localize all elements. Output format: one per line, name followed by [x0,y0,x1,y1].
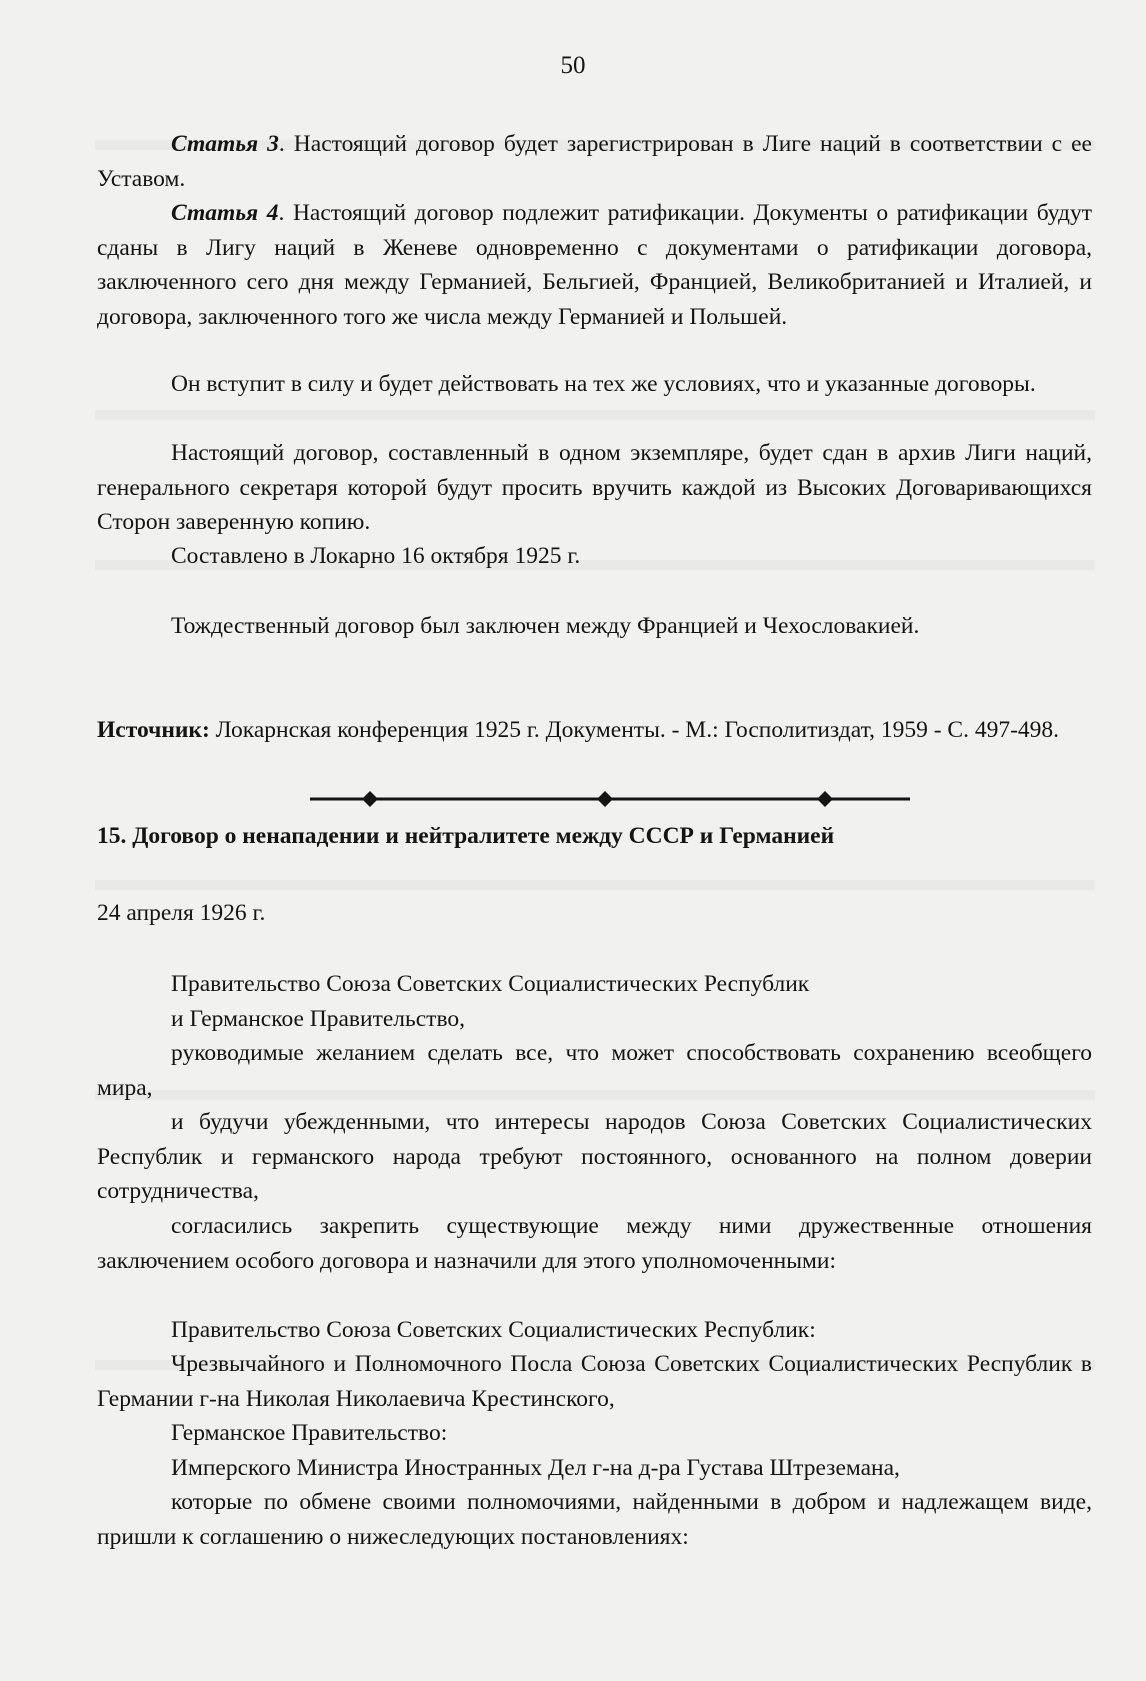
treaty-exchange [97,1485,1092,1554]
section-heading: 15. Договор о ненападении и нейтралитете между СССР и Германией [97,823,835,849]
paragraph-identical-treaty-text: Тождественный договор был заключен между Францией и Чехословакией. [171,613,920,639]
treaty-german-minister-text: Имперского Министра Иностранных Дел г-на д-ра Густава Штреземана, [171,1455,900,1481]
treaty-ussr-envoy-text: Чрезвычайного и Полномочного Посла Союза Советских Социалистических Республик в Германии г-на Николая Николаевича Крестинского, [97,1351,1092,1412]
source-citation [97,713,1092,748]
article-3 [97,127,1092,196]
article-4-text: . Настоящий договор подлежит ратификации. Документы о ратификации будут сданы в Лигу наций в Женеве одновременно с документами о ратификации договора, заключенного сего дня между Германией, Бельгией, Францией, Великобританией и Италией, и договора, заключенного того же числа между Германией и Польшей. [97,200,1092,330]
treaty-ussr-government [97,1313,1092,1348]
source-text: Локарнская конференция 1925 г. Документы. - М.: Госполитиздат, 1959 - С. 497-498. [209,717,1060,743]
article-4 [97,196,1092,334]
treaty-agreed-text: согласились закрепить существующие между ними дружественные отношения заключением особого договора и назначили для этого уполномоченными: [97,1213,1092,1274]
treaty-german-government-text: Германское Правительство: [171,1420,448,1446]
treaty-ussr-government-text: Правительство Союза Советских Социалистических Республик: [171,1317,816,1343]
treaty-exchange-text: которые по обмене своими полномочиями, найденными в добром и надлежащем виде, пришли к соглашению о нижеследующих постановлениях: [97,1489,1092,1550]
treaty-agreed [97,1209,1092,1278]
divider-diamond-icon [362,791,378,807]
treaty-parties [97,967,1092,1036]
treaty-convinced-text: и будучи убежденными, что интересы народов Союза Советских Социалистических Республик и германского народа требуют постоянного, основанного на полном доверии сотрудничества, [97,1109,1092,1204]
treaty-guided [97,1036,1092,1105]
paragraph-entry-into-force-text: Он вступит в силу и будет действовать на тех же условиях, что и указанные договоры. [171,371,1036,397]
treaty-convinced [97,1105,1092,1209]
bleed-through-mark [95,410,1095,420]
treaty-german-minister [97,1451,1092,1486]
source-label: Источник: [97,717,210,743]
paragraph-archive [97,436,1092,540]
paragraph-signed-text: Составлено в Локарно 16 октября 1925 г. [171,543,581,569]
paragraph-archive-text: Настоящий договор, составленный в одном экземпляре, будет сдан в архив Лиги наций, генерального секретаря которой будут просить вручить каждой из Высоких Договаривающихся Сторон заверенную копию. [97,440,1092,535]
article-3-text: . Настоящий договор будет зарегистрирован в Лиге наций в соответствии с ее Уставом. [97,131,1092,192]
article-4-label: Статья 4 [171,200,279,226]
section-date: 24 апреля 1926 г. [97,900,266,926]
page-number: 50 [560,52,586,79]
section-divider [310,790,910,808]
paragraph-signed [97,539,1092,574]
treaty-ussr-envoy [97,1347,1092,1416]
bleed-through-mark [95,880,1095,890]
paragraph-identical-treaty [97,609,1092,644]
treaty-party-germany: и Германское Правительство, [171,1005,466,1032]
article-3-label: Статья 3 [171,131,279,157]
divider-diamond-icon [597,791,613,807]
treaty-german-government [97,1416,1092,1451]
paragraph-entry-into-force [97,367,1092,402]
treaty-party-ussr: Правительство Союза Советских Социалистических Республик [171,971,810,997]
treaty-guided-text: руководимые желанием сделать все, что может способствовать сохранению всеобщего мира, [97,1040,1092,1101]
divider-diamond-icon [817,791,833,807]
